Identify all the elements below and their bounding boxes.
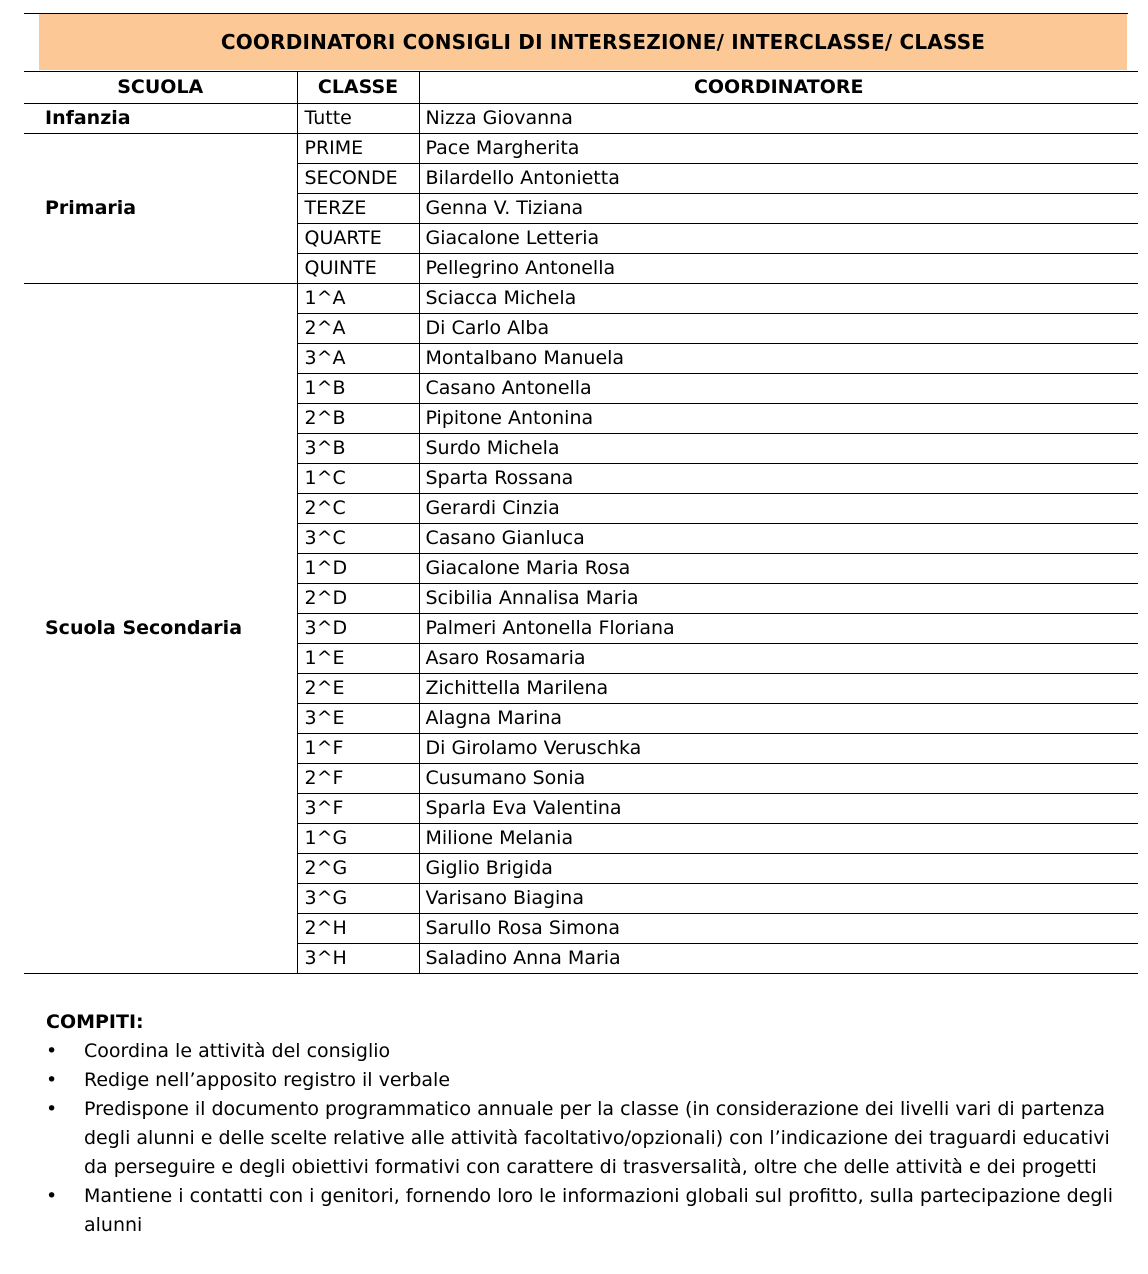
tasks-title: COMPITI: [46, 1011, 144, 1033]
coordinatore-cell: Saladino Anna Maria [419, 944, 1138, 974]
coordinatore-cell: Casano Antonella [419, 374, 1138, 404]
classe-cell: 1^C [297, 464, 419, 494]
classe-cell: 1^D [297, 554, 419, 584]
table-header-row [24, 72, 1138, 104]
classe-cell: Tutte [297, 104, 419, 134]
table-row [24, 134, 1138, 164]
bullet-icon: • [46, 1185, 58, 1207]
classe-cell: PRIME [297, 134, 419, 164]
classe-cell: 2^D [297, 584, 419, 614]
school-cell: Scuola Secondaria [24, 284, 297, 974]
table-row [24, 104, 1138, 134]
tasks-list [46, 1037, 1126, 1240]
page-title: COORDINATORI CONSIGLI DI INTERSEZIONE/ INTERCLASSE/ CLASSE [220, 30, 986, 54]
coordinatore-cell: Giacalone Letteria [419, 224, 1138, 254]
classe-cell: 1^B [297, 374, 419, 404]
school-cell: Infanzia [24, 104, 297, 134]
task-text: Redige nell’apposito registro il verbale [84, 1069, 451, 1091]
bullet-icon: • [46, 1069, 58, 1091]
task-item [46, 1095, 1126, 1182]
classe-cell: TERZE [297, 194, 419, 224]
classe-cell: 1^F [297, 734, 419, 764]
classe-cell: 3^E [297, 704, 419, 734]
title-banner [39, 14, 1127, 70]
classe-cell: 3^D [297, 614, 419, 644]
classe-cell: SECONDE [297, 164, 419, 194]
task-item [46, 1037, 1126, 1066]
coordinatore-cell: Cusumano Sonia [419, 764, 1138, 794]
coordinatore-cell: Pipitone Antonina [419, 404, 1138, 434]
table-body [24, 104, 1138, 974]
coordinatore-cell: Sarullo Rosa Simona [419, 914, 1138, 944]
classe-cell: 2^C [297, 494, 419, 524]
coordinatore-cell: Di Girolamo Veruschka [419, 734, 1138, 764]
bullet-icon: • [46, 1040, 58, 1062]
coordinatore-cell: Varisano Biagina [419, 884, 1138, 914]
task-text: Mantiene i contatti con i genitori, fornendo loro le informazioni globali sul profitto, sulla partecipazione degli alunni [84, 1185, 1114, 1236]
classe-cell: 1^G [297, 824, 419, 854]
task-item [46, 1182, 1126, 1240]
tasks-section [46, 1008, 1126, 1240]
coordinatore-cell: Sciacca Michela [419, 284, 1138, 314]
classe-cell: 3^B [297, 434, 419, 464]
classe-cell: 2^H [297, 914, 419, 944]
school-cell: Primaria [24, 134, 297, 284]
classe-cell: 3^H [297, 944, 419, 974]
classe-cell: 3^F [297, 794, 419, 824]
coordinatore-cell: Asaro Rosamaria [419, 644, 1138, 674]
classe-cell: 2^F [297, 764, 419, 794]
classe-cell: QUINTE [297, 254, 419, 284]
classe-cell: 3^G [297, 884, 419, 914]
coordinatore-cell: Pellegrino Antonella [419, 254, 1138, 284]
coordinatore-cell: Zichittella Marilena [419, 674, 1138, 704]
header-coordinatore: COORDINATORE [419, 72, 1138, 104]
classe-cell: 2^E [297, 674, 419, 704]
coordinatore-cell: Scibilia Annalisa Maria [419, 584, 1138, 614]
coordinatore-cell: Nizza Giovanna [419, 104, 1138, 134]
task-item [46, 1066, 1126, 1095]
coordinatore-cell: Pace Margherita [419, 134, 1138, 164]
task-text: Predispone il documento programmatico annuale per la classe (in considerazione dei livelli vari di partenza degli alunni e delle scelte relative alle attività facoltativo/opzionali) con l’indicazione dei traguardi educativi da perseguire e degli obiettivi formativi con carattere di trasversalità, oltre che delle attività e dei progetti [84, 1098, 1110, 1178]
coordinatore-cell: Sparla Eva Valentina [419, 794, 1138, 824]
coordinatore-cell: Milione Melania [419, 824, 1138, 854]
classe-cell: 2^G [297, 854, 419, 884]
classe-cell: 3^C [297, 524, 419, 554]
classe-cell: 2^A [297, 314, 419, 344]
coordinatore-cell: Montalbano Manuela [419, 344, 1138, 374]
classe-cell: 2^B [297, 404, 419, 434]
classe-cell: 1^E [297, 644, 419, 674]
coordinators-table [24, 71, 1138, 974]
coordinatore-cell: Bilardello Antonietta [419, 164, 1138, 194]
classe-cell: 1^A [297, 284, 419, 314]
header-scuola: SCUOLA [24, 72, 297, 104]
coordinatore-cell: Di Carlo Alba [419, 314, 1138, 344]
coordinatore-cell: Sparta Rossana [419, 464, 1138, 494]
classe-cell: 3^A [297, 344, 419, 374]
bullet-icon: • [46, 1098, 58, 1120]
coordinatore-cell: Casano Gianluca [419, 524, 1138, 554]
coordinatore-cell: Alagna Marina [419, 704, 1138, 734]
header-classe: CLASSE [297, 72, 419, 104]
coordinatore-cell: Gerardi Cinzia [419, 494, 1138, 524]
coordinatore-cell: Giacalone Maria Rosa [419, 554, 1138, 584]
coordinatore-cell: Giglio Brigida [419, 854, 1138, 884]
classe-cell: QUARTE [297, 224, 419, 254]
coordinatore-cell: Surdo Michela [419, 434, 1138, 464]
table-row [24, 284, 1138, 314]
coordinatore-cell: Palmeri Antonella Floriana [419, 614, 1138, 644]
task-text: Coordina le attività del consiglio [84, 1040, 391, 1062]
coordinatore-cell: Genna V. Tiziana [419, 194, 1138, 224]
